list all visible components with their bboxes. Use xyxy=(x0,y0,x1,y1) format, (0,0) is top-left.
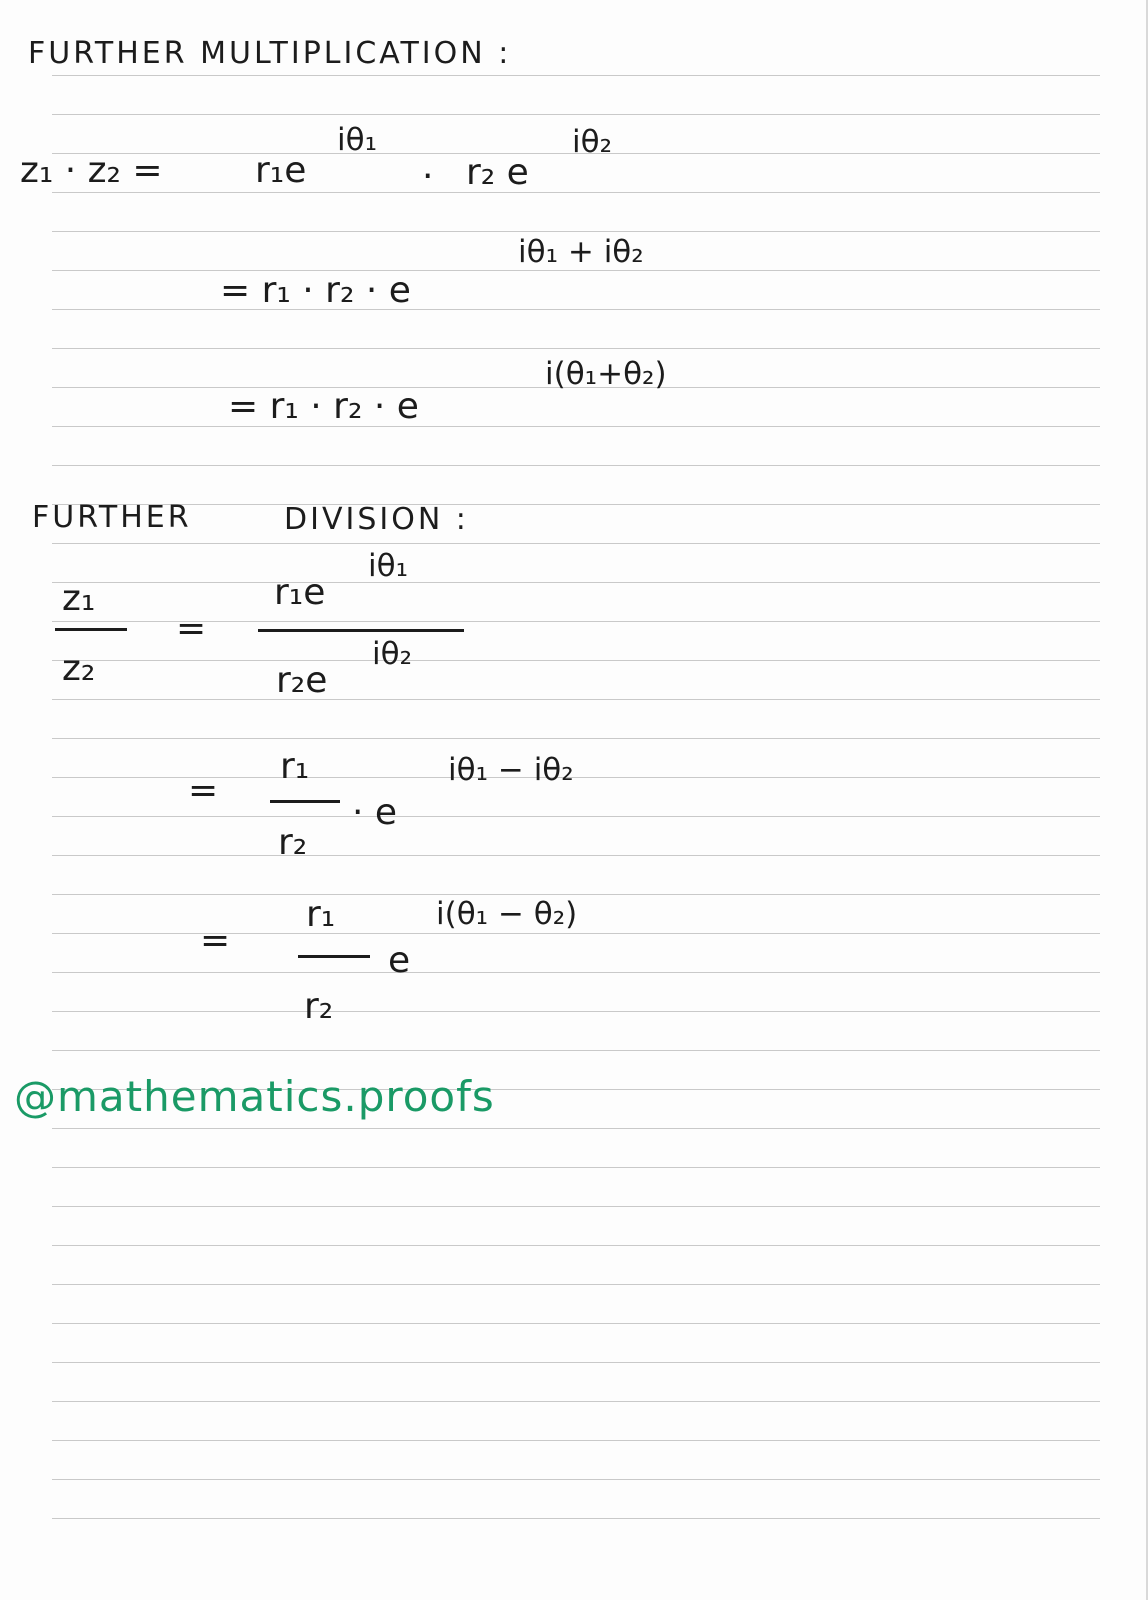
step3-exponent: i(θ₁ − θ₂) xyxy=(436,896,578,932)
ruled-line xyxy=(52,972,1100,973)
multiplication-heading: FURTHER MULTIPLICATION : xyxy=(28,36,512,71)
ruled-line xyxy=(52,348,1100,349)
ruled-line xyxy=(52,855,1100,856)
product-step2-exponent: iθ₁ + iθ₂ xyxy=(518,234,644,270)
ruled-line xyxy=(52,543,1100,544)
ruled-line xyxy=(52,1323,1100,1324)
step3-fraction-bar xyxy=(298,955,370,958)
equals-sign: = xyxy=(176,608,207,649)
signature-handle: @mathematics.proofs xyxy=(14,1072,495,1121)
ruled-line xyxy=(52,231,1100,232)
ruled-line xyxy=(52,894,1100,895)
product-step3: = r₁ · r₂ · e xyxy=(228,386,419,427)
equals-sign: = xyxy=(200,920,231,961)
ruled-line xyxy=(52,270,1100,271)
step3-denominator: r₂ xyxy=(304,986,334,1027)
step1-numerator-base: r₁e xyxy=(274,572,326,613)
ruled-line xyxy=(52,1440,1100,1441)
ruled-line xyxy=(52,75,1100,76)
division-heading-division: DIVISION : xyxy=(284,502,469,537)
step2-exp-base: · e xyxy=(352,792,398,833)
ruled-line xyxy=(52,1167,1100,1168)
ruled-line xyxy=(52,426,1100,427)
ruled-line xyxy=(52,1128,1100,1129)
ruled-line xyxy=(52,192,1100,193)
step1-numerator-exponent: iθ₁ xyxy=(368,548,409,584)
equals-sign: = xyxy=(188,770,219,811)
step1-denominator-base: r₂e xyxy=(276,660,328,701)
division-heading-further: FURTHER xyxy=(32,500,192,535)
product-lhs: z₁ · z₂ = xyxy=(20,150,163,191)
ruled-line xyxy=(52,114,1100,115)
factor2-base: r₂ e xyxy=(466,152,529,193)
ruled-line xyxy=(52,1206,1100,1207)
step2-fraction-bar xyxy=(270,800,340,803)
ruled-line xyxy=(52,1401,1100,1402)
ruled-line xyxy=(52,660,1100,661)
step1-denominator-exponent: iθ₂ xyxy=(372,636,413,672)
step2-numerator: r₁ xyxy=(280,746,310,787)
ruled-line xyxy=(52,699,1100,700)
product-step2: = r₁ · r₂ · e xyxy=(220,270,411,311)
ruled-line xyxy=(52,465,1100,466)
step3-exp-base: e xyxy=(388,940,411,981)
ruled-line xyxy=(52,504,1100,505)
ruled-line xyxy=(52,309,1100,310)
ruled-line xyxy=(52,1245,1100,1246)
factor1-exponent: iθ₁ xyxy=(337,122,378,158)
ruled-line xyxy=(52,816,1100,817)
step1-fraction-bar xyxy=(258,629,464,632)
ruled-line xyxy=(52,738,1100,739)
ruled-line xyxy=(52,1518,1100,1519)
multiply-dot: · xyxy=(422,156,434,197)
step2-exponent: iθ₁ − iθ₂ xyxy=(448,752,574,788)
factor1-base: r₁e xyxy=(255,150,307,191)
ruled-line xyxy=(52,1284,1100,1285)
ruled-line xyxy=(52,1050,1100,1051)
step2-denominator: r₂ xyxy=(278,822,308,863)
step3-numerator: r₁ xyxy=(306,894,336,935)
ruled-line xyxy=(52,621,1100,622)
ruled-line xyxy=(52,1011,1100,1012)
product-step3-exponent: i(θ₁+θ₂) xyxy=(545,356,667,392)
quotient-lhs-numerator: z₁ xyxy=(62,578,96,619)
factor2-exponent: iθ₂ xyxy=(572,124,613,160)
ruled-line xyxy=(52,582,1100,583)
ruled-line xyxy=(52,1362,1100,1363)
ruled-line xyxy=(52,1479,1100,1480)
quotient-lhs-fraction-bar xyxy=(55,628,127,631)
quotient-lhs-denominator: z₂ xyxy=(62,648,96,689)
